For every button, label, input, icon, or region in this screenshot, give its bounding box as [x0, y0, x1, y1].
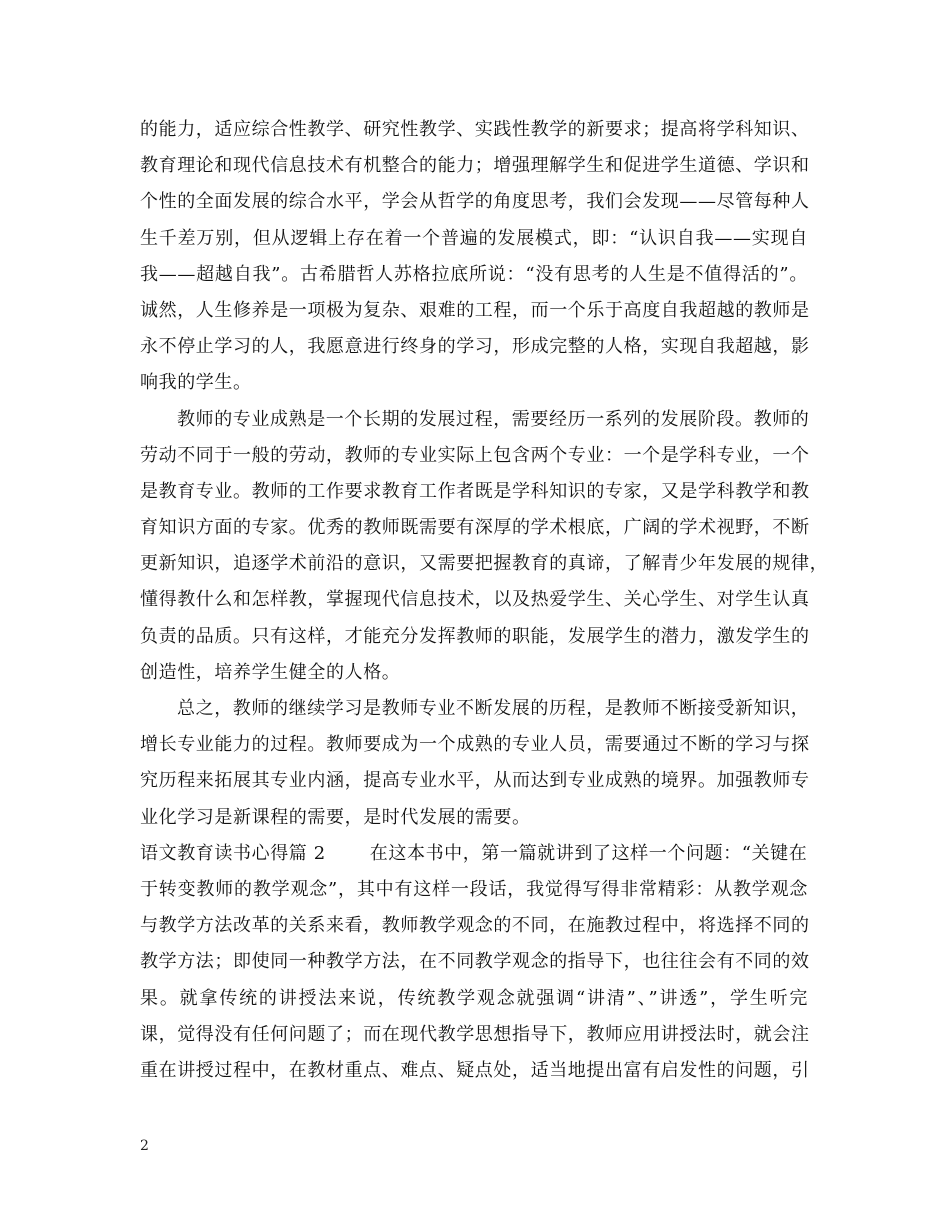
body-text — [140, 112, 829, 1089]
text-line: 教育理论和现代信息技术有机整合的能力；增强理解学生和促进学生道德、学识和 — [140, 155, 810, 177]
text-line: 创造性，培养学生健全的人格。 — [140, 661, 401, 683]
section-first-line: 在这本书中，第一篇就讲到了这样一个问题：“关键在 — [369, 842, 808, 864]
paragraph-professional-maturity — [140, 402, 829, 692]
text-line: 更新知识，追逐学术前沿的意识，又需要把握教育的真谛，了解青少年发展的规律， — [140, 553, 829, 575]
text-line: 教学方法；即使同一种教学方法，在不同教学观念的指导下，也往往会有不同的效 — [140, 951, 810, 973]
text-line: 于转变教师的教学观念”，其中有这样一段话，我觉得写得非常精彩：从教学观念 — [140, 878, 808, 900]
text-line: 与教学方法改革的关系来看，教师教学观念的不同，在施教过程中，将选择不同的 — [140, 915, 810, 937]
text-line: 生千差万别，但从逻辑上存在着一个普遍的发展模式，即：“认识自我——实现自 — [140, 227, 808, 249]
text-line: 懂得教什么和怎样教，掌握现代信息技术，以及热爱学生、关心学生、对学生认真 — [140, 589, 810, 611]
section-heading-line — [140, 836, 808, 872]
text-line: 究历程来拓展其专业内涵，提高专业水平，从而达到专业成熟的境界。加强教师专 — [140, 770, 810, 792]
text-line: 课，觉得没有任何问题了；而在现代教学思想指导下，教师应用讲授法时，就会注 — [140, 1023, 810, 1045]
text-line: 个性的全面发展的综合水平，学会从哲学的角度思考，我们会发现——尽管每种人 — [140, 191, 810, 213]
text-line: 我——超越自我”。古希腊哲人苏格拉底所说：“没有思考的人生是不值得活的”。 — [140, 263, 808, 285]
text-line: 劳动不同于一般的劳动，教师的专业实际上包含两个专业：一个是学科专业，一个 — [140, 444, 810, 466]
paragraph-summary — [140, 691, 808, 836]
text-line: 教师的专业成熟是一个长期的发展过程，需要经历一系列的发展阶段。教师的 — [177, 408, 810, 430]
text-line: 总之，教师的继续学习是教师专业不断发展的历程，是教师不断接受新知识， — [177, 698, 810, 719]
text-line: 是教育专业。教师的工作要求教育工作者既是学科知识的专家，又是学科教学和教 — [140, 480, 810, 502]
text-line: 响我的学生。 — [140, 372, 252, 394]
text-line: 增长专业能力的过程。教师要成为一个成熟的专业人员，需要通过不断的学习与探 — [140, 734, 810, 756]
text-line: 的能力，适应综合性教学、研究性教学、实践性教学的新要求；提高将学科知识、 — [140, 119, 810, 140]
text-line: 永不停止学习的人，我愿意进行终身的学习，形成完整的人格，实现自我超越，影 — [140, 336, 810, 358]
paragraph-continuation — [140, 112, 808, 402]
text-line: 负责的品质。只有这样，才能充分发挥教师的职能，发展学生的潜力，激发学生的 — [140, 625, 810, 647]
text-line: 果。就拿传统的讲授法来说，传统教学观念就强调“讲清”、”讲透”，学生听完 — [140, 987, 808, 1009]
text-line: 诚然，人生修养是一项极为复杂、艰难的工程，而一个乐于高度自我超越的教师是 — [140, 299, 810, 321]
text-line: 重在讲授过程中，在教材重点、难点、疑点处，适当地提出富有启发性的问题，引 — [140, 1059, 810, 1081]
section-heading: 语文教育读书心得篇 2 — [140, 842, 326, 864]
page-number: 2 — [140, 1138, 149, 1154]
text-line: 育知识方面的专家。优秀的教师既需要有深厚的学术根底，广阔的学术视野，不断 — [140, 517, 810, 539]
text-line: 业化学习是新课程的需要，是时代发展的需要。 — [140, 806, 531, 828]
section-essay-2 — [140, 836, 808, 1089]
